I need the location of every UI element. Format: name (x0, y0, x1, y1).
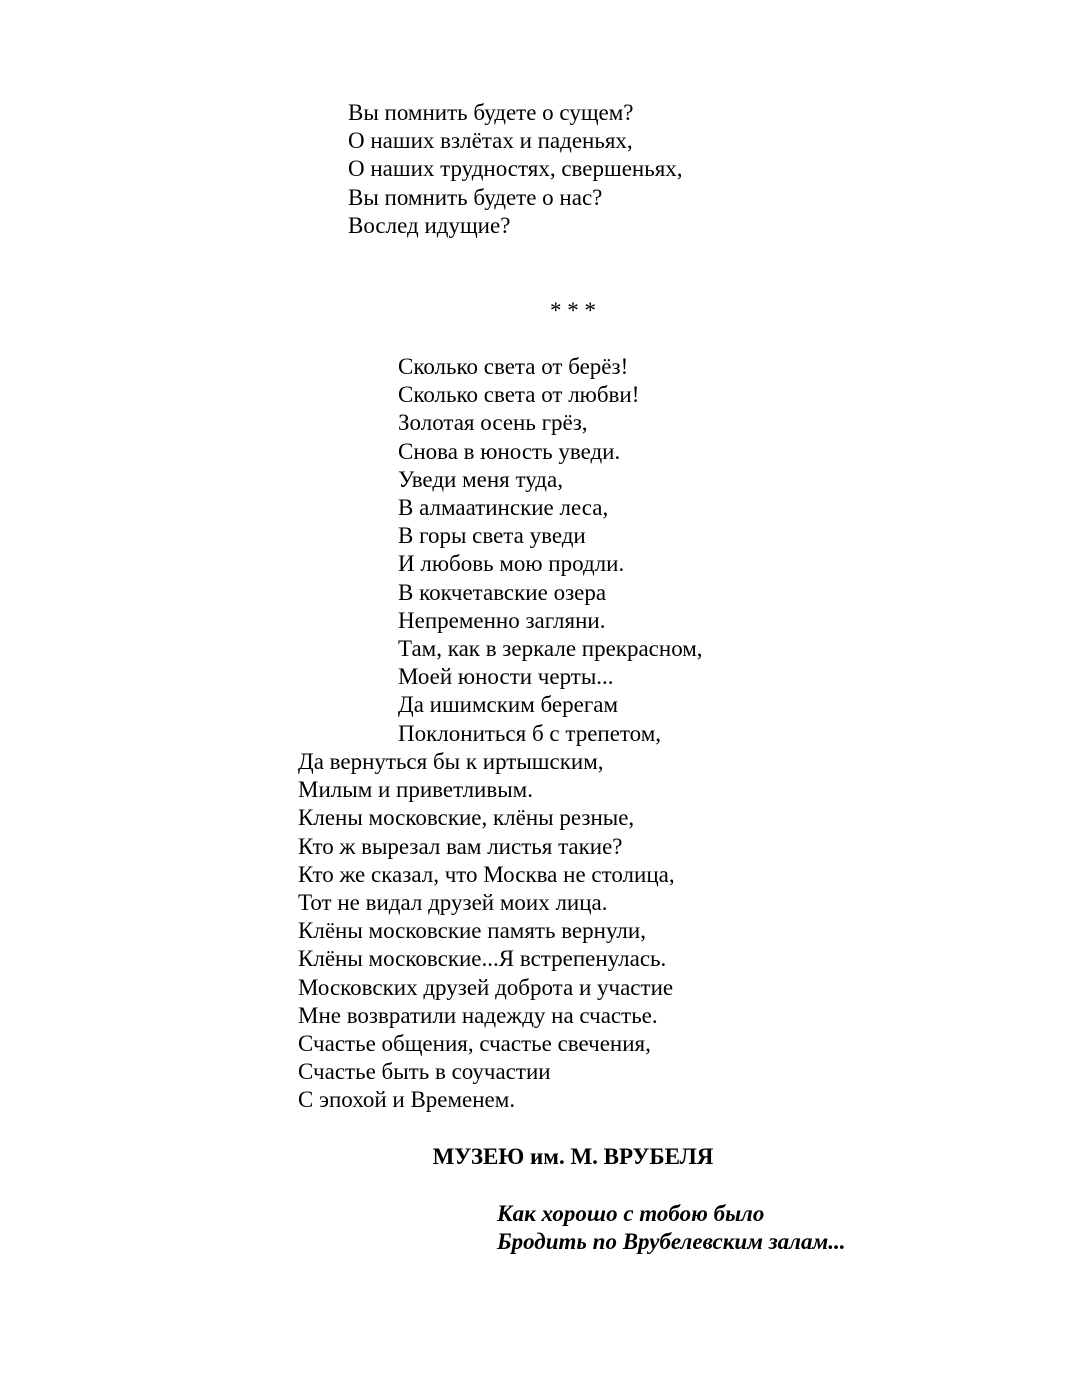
poem-line: О наших взлётах и паденьях, (348, 128, 633, 154)
poem-line: В алмаатинские леса, (398, 495, 609, 521)
poem-line: Счастье общения, счастье свечения, (298, 1031, 651, 1057)
poem-line: Милым и приветливым. (298, 777, 533, 803)
poem-line: В горы света уведи (398, 523, 586, 549)
poem-line: Да ишимским берегам (398, 692, 619, 718)
poem-line: Кто ж вырезал вам листья такие? (298, 833, 623, 859)
poem-line: Клёны московские память вернули, (298, 918, 646, 944)
poem-line: Мне возвратили надежду на счастье. (298, 1002, 658, 1028)
poem-line: Вослед идущие? (348, 212, 511, 238)
poem-line: Там, как в зеркале прекрасном, (398, 636, 703, 662)
poem-line: Вы помнить будете о нас? (348, 184, 603, 210)
epigraph-line: Бродить по Врубелевским залам... (497, 1229, 846, 1255)
poem-line: С эпохой и Временем. (298, 1087, 516, 1113)
epigraph-line: Как хорошо с тобою было (497, 1201, 765, 1226)
poem-line: Клены московские, клёны резные, (298, 805, 635, 831)
poem-line: Клёны московские...Я встрепенулась. (298, 946, 667, 972)
poem-left-part (298, 748, 675, 1115)
section-separator: * * * (550, 298, 596, 323)
epigraph (497, 1200, 846, 1256)
poem-line: О наших трудностях, свершеньях, (348, 156, 683, 182)
poem-title: МУЗЕЮ им. М. ВРУБЕЛЯ (432, 1144, 714, 1169)
poem-line: Моей юности черты... (398, 664, 614, 690)
poem-line: Тот не видал друзей моих лица. (298, 890, 608, 916)
poem-indented-part (398, 353, 703, 748)
poem-line: В кокчетавские озера (398, 579, 607, 605)
poem-line: Золотая осень грёз, (398, 410, 588, 436)
poem-stanza-top (348, 99, 683, 240)
poem-line: Московских друзей доброта и участие (298, 974, 674, 1000)
poem-line: Сколько света от берёз! (398, 354, 629, 379)
poem-line: Кто же сказал, что Москва не столица, (298, 861, 675, 887)
poem-line: Снова в юность уведи. (398, 438, 621, 464)
poem-line: И любовь мою продли. (398, 551, 625, 577)
poem-line: Да вернуться бы к иртышским, (298, 749, 604, 774)
poem-line: Непременно загляни. (398, 607, 606, 633)
poem-line: Вы помнить будете о сущем? (348, 100, 634, 125)
poem-line: Счастье быть в соучастии (298, 1059, 551, 1085)
poem-line: Поклониться б с трепетом, (398, 720, 662, 746)
poem-line: Уведи меня туда, (398, 466, 563, 492)
poem-line: Сколько света от любви! (398, 382, 640, 408)
